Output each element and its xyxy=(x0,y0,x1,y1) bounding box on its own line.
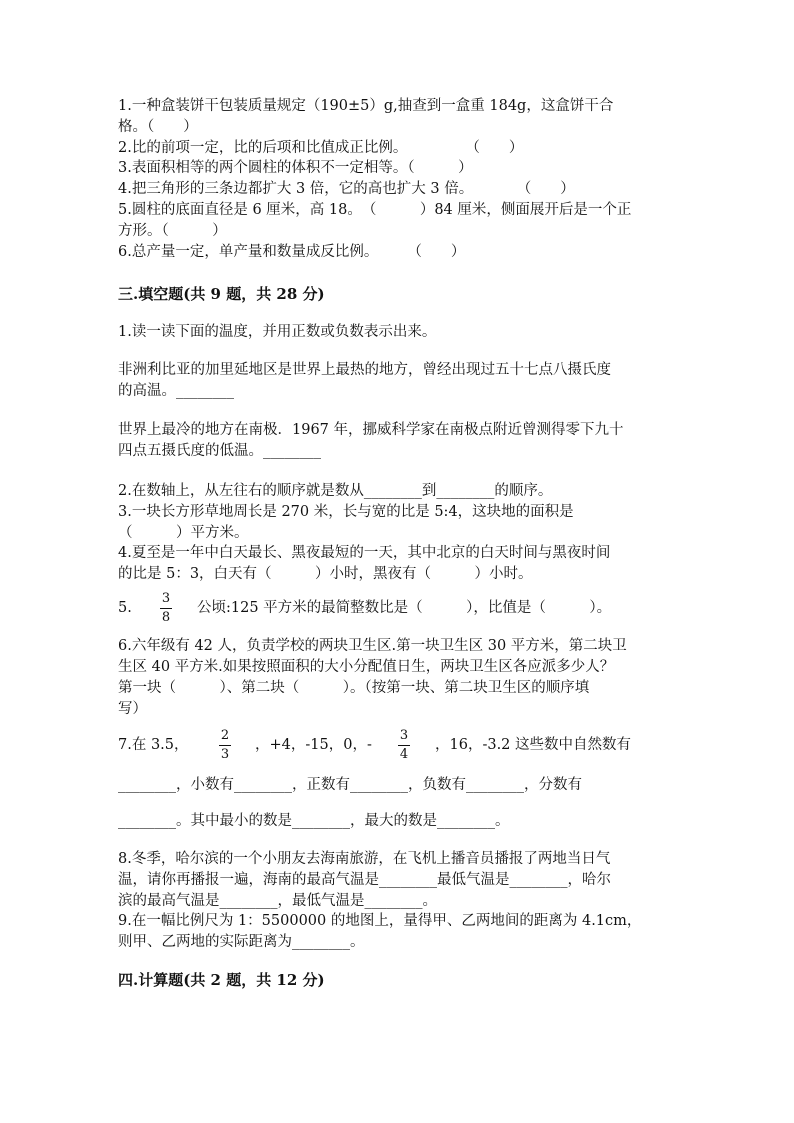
fill-q7-suffix: ，16，-3.2 这些数中自然数有 xyxy=(435,737,632,753)
fill-q7-fraction-1 xyxy=(219,729,231,762)
fill-q8-line1: 8.冬季，哈尔滨的一个小朋友去海南旅游，在飞机上播音员播报了两地当日气 xyxy=(118,851,611,867)
fill-q2: 2.在数轴上，从左往右的顺序就是数从________到________的顺序。 xyxy=(118,483,553,499)
fill-q1-para2-line2: 四点五摄氏度的低温。________ xyxy=(118,443,321,459)
fill-q9-line1: 9.在一幅比例尺为 1：5500000 的地图上，量得甲、乙两地间的距离为 4.1cm， xyxy=(118,913,642,929)
judge-q4: 4.把三角形的三条边都扩大 3 倍，它的高也扩大 3 倍。 （ ） xyxy=(118,181,575,197)
judge-q1-line2: 格。（ ） xyxy=(118,119,198,135)
fraction-bar xyxy=(219,745,231,746)
fraction-numerator: 3 xyxy=(399,728,409,743)
judge-q5-line2: 方形。（ ） xyxy=(118,223,227,239)
fill-q6-line2: 生区 40 平方米.如果按照面积的大小分配值日生，两块卫生区各应派多少人？ xyxy=(118,659,615,675)
fraction-bar xyxy=(398,745,410,746)
fraction-denominator: 8 xyxy=(161,610,171,625)
fill-q8-line3: 滨的最高气温是________，最低气温是________。 xyxy=(118,893,437,909)
fill-q3-line2: （ ）平方米。 xyxy=(118,525,249,541)
fill-q7-prefix: 7.在 3.5， xyxy=(118,737,189,753)
judge-q3: 3.表面积相等的两个圆柱的体积不一定相等。（ ） xyxy=(118,160,473,176)
section-3-title: 三.填空题(共 9 题，共 28 分) xyxy=(118,285,325,303)
judge-q2: 2.比的前项一定，比的后项和比值成正比例。 （ ） xyxy=(118,140,524,156)
fill-q5-number: 5. xyxy=(118,600,132,616)
fill-q1: 1.读一读下面的温度，并用正数或负数表示出来。 xyxy=(118,324,437,340)
judge-q6: 6.总产量一定，单产量和数量成反比例。 （ ） xyxy=(118,244,466,260)
fill-q4-line2: 的比是 5：3，白天有（ ）小时，黑夜有（ ）小时。 xyxy=(118,566,533,582)
fill-q6-line1: 6.六年级有 42 人，负责学校的两块卫生区.第一块卫生区 30 平方米，第二块卫 xyxy=(118,638,627,654)
fill-q7-line2: ________，小数有________，正数有________，负数有________，分数有 xyxy=(118,777,582,793)
fraction-bar xyxy=(160,608,172,609)
fill-q3-line1: 3.一块长方形草地周长是 270 米，长与宽的比是 5:4，这块地的面积是 xyxy=(118,504,574,520)
section-4-title: 四.计算题(共 2 题，共 12 分) xyxy=(118,971,325,989)
fill-q1-para1-line2: 的高温。________ xyxy=(118,383,234,399)
fill-q6-line4: 写） xyxy=(118,701,147,717)
fill-q7-line3: ________。其中最小的数是________，最大的数是________。 xyxy=(118,813,510,829)
fill-q5-text: 公顷:125 平方米的最简整数比是（ ），比值是（ ）。 xyxy=(197,600,612,616)
fraction-numerator: 3 xyxy=(161,591,171,606)
judge-q5-line1: 5.圆柱的底面直径是 6 厘米，高 18。 （ ）84 厘米，侧面展开后是一个正 xyxy=(118,202,632,218)
fraction-denominator: 3 xyxy=(220,747,230,762)
fill-q1-para1-line1: 非洲利比亚的加里延地区是世界上最热的地方，曾经出现过五十七点八摄氏度 xyxy=(118,362,611,378)
fraction-denominator: 4 xyxy=(399,747,409,762)
fill-q5-fraction xyxy=(160,592,172,625)
fill-q9-line2: 则甲、乙两地的实际距离为________。 xyxy=(118,934,365,950)
fill-q1-para2-line1: 世界上最冷的地方在南极．1967 年，挪威科学家在南极点附近曾测得零下九十 xyxy=(118,422,624,438)
fill-q7-fraction-2 xyxy=(398,729,410,762)
fill-q4-line1: 4.夏至是一年中白天最长、黑夜最短的一天，其中北京的白天时间与黑夜时间 xyxy=(118,545,611,561)
fill-q6-line3: 第一块（ ）、第二块（ ）。（按第一块、第二块卫生区的顺序填 xyxy=(118,680,590,696)
judge-q1-line1: 1.一种盒装饼干包装质量规定（190±5）g,抽查到一盒重 184g，这盒饼干合 xyxy=(118,98,614,114)
fraction-numerator: 2 xyxy=(220,728,230,743)
fill-q7-middle: ，+4，-15，0，- xyxy=(255,737,372,753)
fill-q8-line2: 温，请你再播报一遍，海南的最高气温是________最低气温是________，哈尔 xyxy=(118,872,611,888)
